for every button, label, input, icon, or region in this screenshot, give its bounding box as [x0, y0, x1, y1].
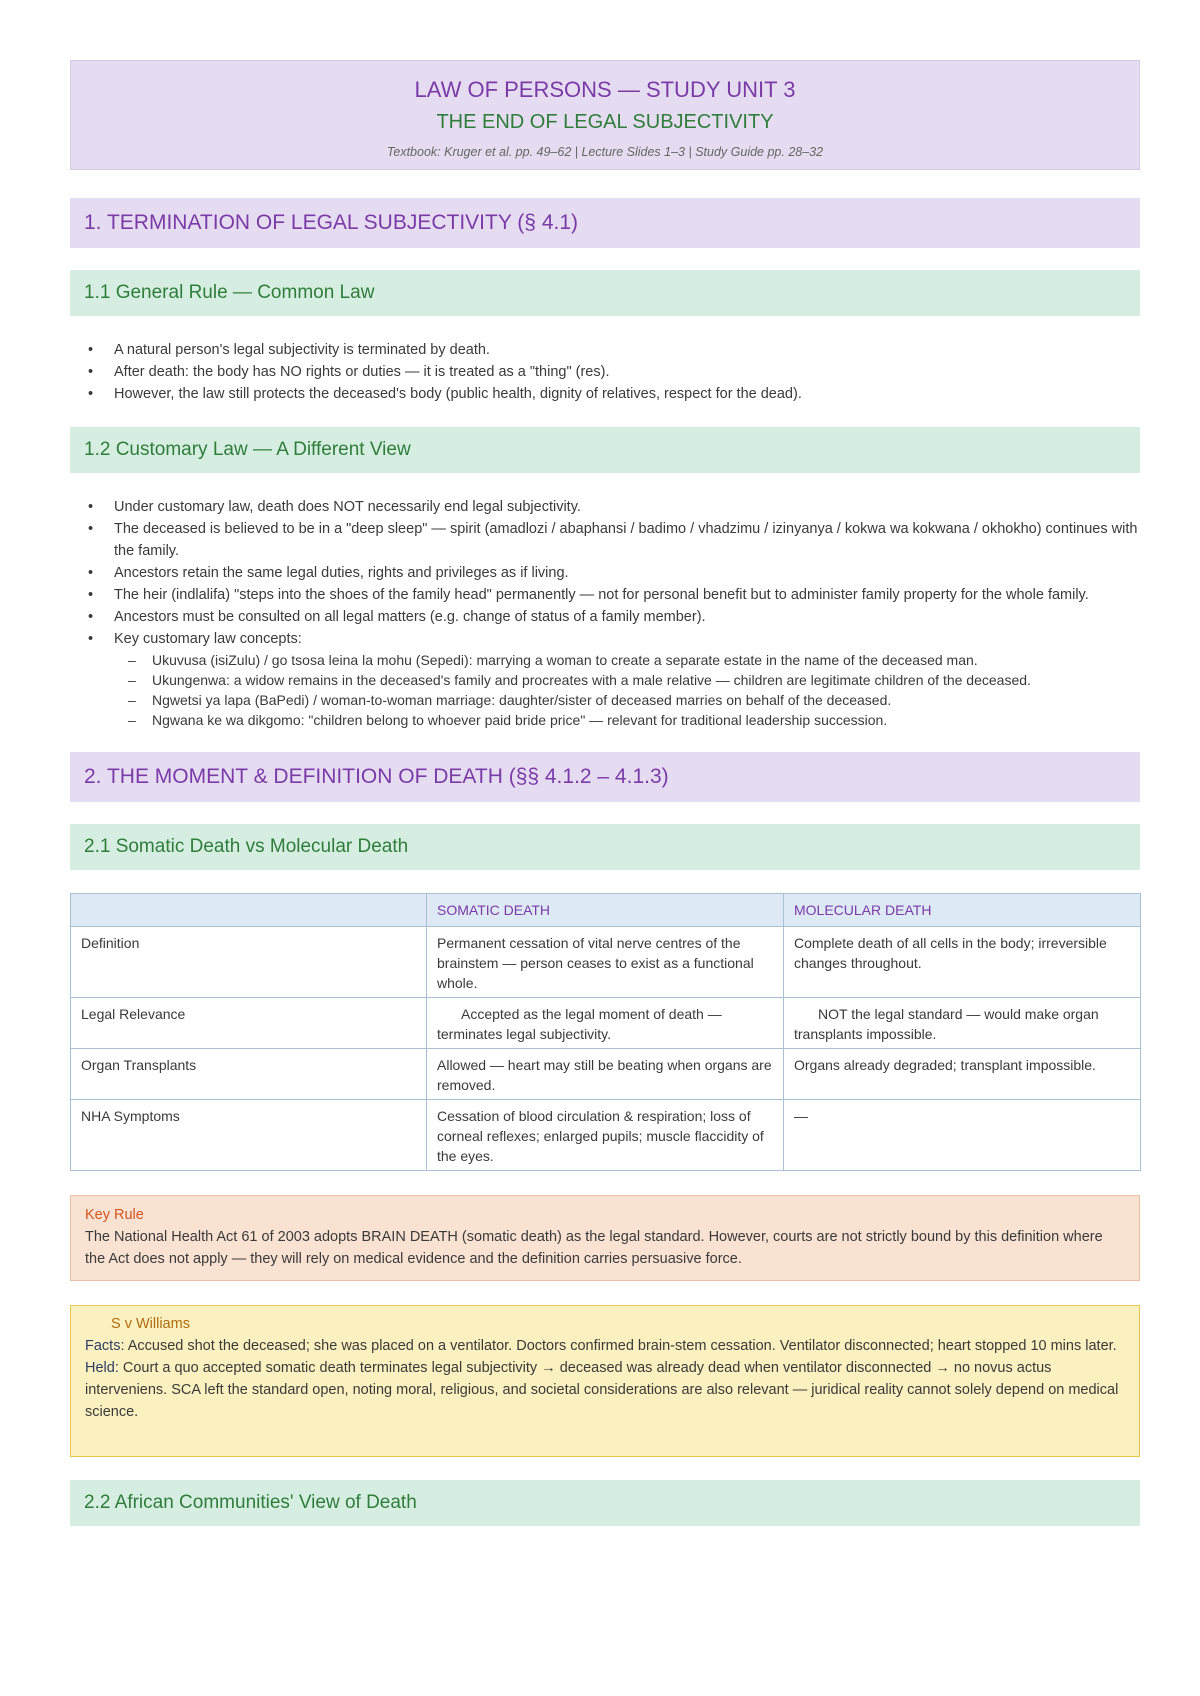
list-item: • Under customary law, death does NOT necessarily end legal subjectivity. — [114, 496, 1140, 518]
column-header — [71, 894, 427, 927]
facts-text: Accused shot the deceased; she was placed on a ventilator. Doctors confirmed brain-stem cessation. Ventilator disconnected; heart stopped 10 mins later. — [124, 1338, 1117, 1354]
references-line: Textbook: Kruger et al. pp. 49–62 | Lecture Slides 1–3 | Study Guide pp. 28–32 — [386, 145, 824, 159]
concept-item: – Ngwana ke wa dikgomo: "children belong to whoever paid bride price" — relevant for traditional leadership succession. — [152, 710, 1140, 730]
case-box — [70, 1305, 1140, 1457]
section-2-2-heading: 2.2 African Communities' View of Death — [70, 1480, 1140, 1526]
table-cell — [784, 998, 1141, 1049]
table-cell — [427, 998, 784, 1049]
table-cell: Complete death of all cells in the body; irreversible changes throughout. — [784, 927, 1141, 998]
list-item: • Ancestors must be consulted on all legal matters (e.g. change of status of a family member). — [114, 606, 1140, 628]
table-cell: — — [784, 1100, 1141, 1171]
section-2-heading: 2. THE MOMENT & DEFINITION OF DEATH (§§ 4.1.2 – 4.1.3) — [70, 752, 1140, 802]
table-cell: Permanent cessation of vital nerve centres of the brainstem — person ceases to exist as a functional whole. — [427, 927, 784, 998]
section-1-heading: 1. TERMINATION OF LEGAL SUBJECTIVITY (§ 4.1) — [70, 198, 1140, 248]
held-label: Held: — [85, 1360, 119, 1376]
table-row — [71, 1049, 1141, 1100]
document-subtitle: THE END OF LEGAL SUBJECTIVITY — [436, 111, 774, 133]
column-header: SOMATIC DEATH — [427, 894, 784, 927]
column-header: MOLECULAR DEATH — [784, 894, 1141, 927]
cell-text: Accepted as the legal moment of death — terminates legal subjectivity. — [437, 1006, 722, 1042]
list-item: • The heir (indlalifa) "steps into the shoes of the family head" permanently — not for personal benefit but to administer family property for the whole family. — [114, 584, 1140, 606]
cell-text: NOT the legal standard — would make organ transplants impossible. — [794, 1006, 1099, 1042]
customary-law-list — [70, 496, 1140, 730]
concept-item: – Ngwetsi ya lapa (BaPedi) / woman-to-woman marriage: daughter/sister of deceased marries on behalf of the deceased. — [152, 690, 1140, 710]
list-item: • After death: the body has NO rights or duties — it is treated as a "thing" (res). — [114, 361, 1140, 383]
list-item: • However, the law still protects the deceased's body (public health, dignity of relatives, respect for the dead). — [114, 383, 1140, 405]
list-item-text: Key customary law concepts: — [114, 631, 302, 647]
section-1-1-heading: 1.1 General Rule — Common Law — [70, 270, 1140, 316]
table-header-row — [71, 894, 1141, 927]
table-cell: Organs already degraded; transplant impossible. — [784, 1049, 1141, 1100]
key-rule-box — [70, 1195, 1140, 1281]
case-facts — [85, 1335, 1125, 1357]
title-block — [70, 60, 1140, 170]
table-row — [71, 1100, 1141, 1171]
list-item: • The deceased is believed to be in a "deep sleep" — spirit (amadlozi / abaphansi / badimo / vhadzimu / izinyanya / kokwa wa kokwana / okhokho) continues with the family. — [114, 518, 1140, 562]
section-2-1-heading: 2.1 Somatic Death vs Molecular Death — [70, 824, 1140, 870]
concept-item: – Ukuvusa (isiZulu) / go tsosa leina la mohu (Sepedi): marrying a woman to create a separate estate in the name of the deceased man. — [152, 650, 1140, 670]
list-item: • A natural person's legal subjectivity is terminated by death. — [114, 339, 1140, 361]
key-rule-text: The National Health Act 61 of 2003 adopts BRAIN DEATH (somatic death) as the legal standard. However, courts are not strictly bound by this definition where the Act does not apply — they will rely on medical evidence and the definition carries persuasive force. — [85, 1229, 1103, 1267]
section-1-2-heading: 1.2 Customary Law — A Different View — [70, 427, 1140, 473]
list-item: • Ancestors retain the same legal duties, rights and privileges as if living. — [114, 562, 1140, 584]
held-text: Court a quo accepted somatic death terminates legal subjectivity → deceased was already dead when ventilator disconnected → no novus actus interveniens. SCA left the standard open, noting moral, religious, and societal considerations are also relevant — juridical reality cannot solely depend on medical science. — [85, 1360, 1119, 1420]
facts-label: Facts: — [85, 1338, 125, 1354]
document-content — [70, 60, 1140, 1526]
death-comparison-table — [70, 893, 1141, 1171]
customary-concepts-list — [114, 650, 1140, 730]
key-rule-title: Key Rule — [85, 1207, 144, 1223]
general-rule-list — [70, 339, 1140, 405]
concept-item: – Ukungenwa: a widow remains in the deceased's family and procreates with a male relative — children are legitimate children of the deceased. — [152, 670, 1140, 690]
table-cell: Legal Relevance — [71, 998, 427, 1049]
table-cell: Allowed — heart may still be beating when organs are removed. — [427, 1049, 784, 1100]
list-item — [114, 628, 1140, 730]
table-row — [71, 998, 1141, 1049]
table-cell: Definition — [71, 927, 427, 998]
table-cell: Organ Transplants — [71, 1049, 427, 1100]
table-cell: NHA Symptoms — [71, 1100, 427, 1171]
case-held — [85, 1357, 1125, 1423]
table-row — [71, 927, 1141, 998]
document-title: LAW OF PERSONS — STUDY UNIT 3 — [414, 77, 796, 102]
table-cell: Cessation of blood circulation & respiration; loss of corneal reflexes; enlarged pupils; muscle flaccidity of the eyes. — [427, 1100, 784, 1171]
case-title: S v Williams — [111, 1316, 190, 1332]
